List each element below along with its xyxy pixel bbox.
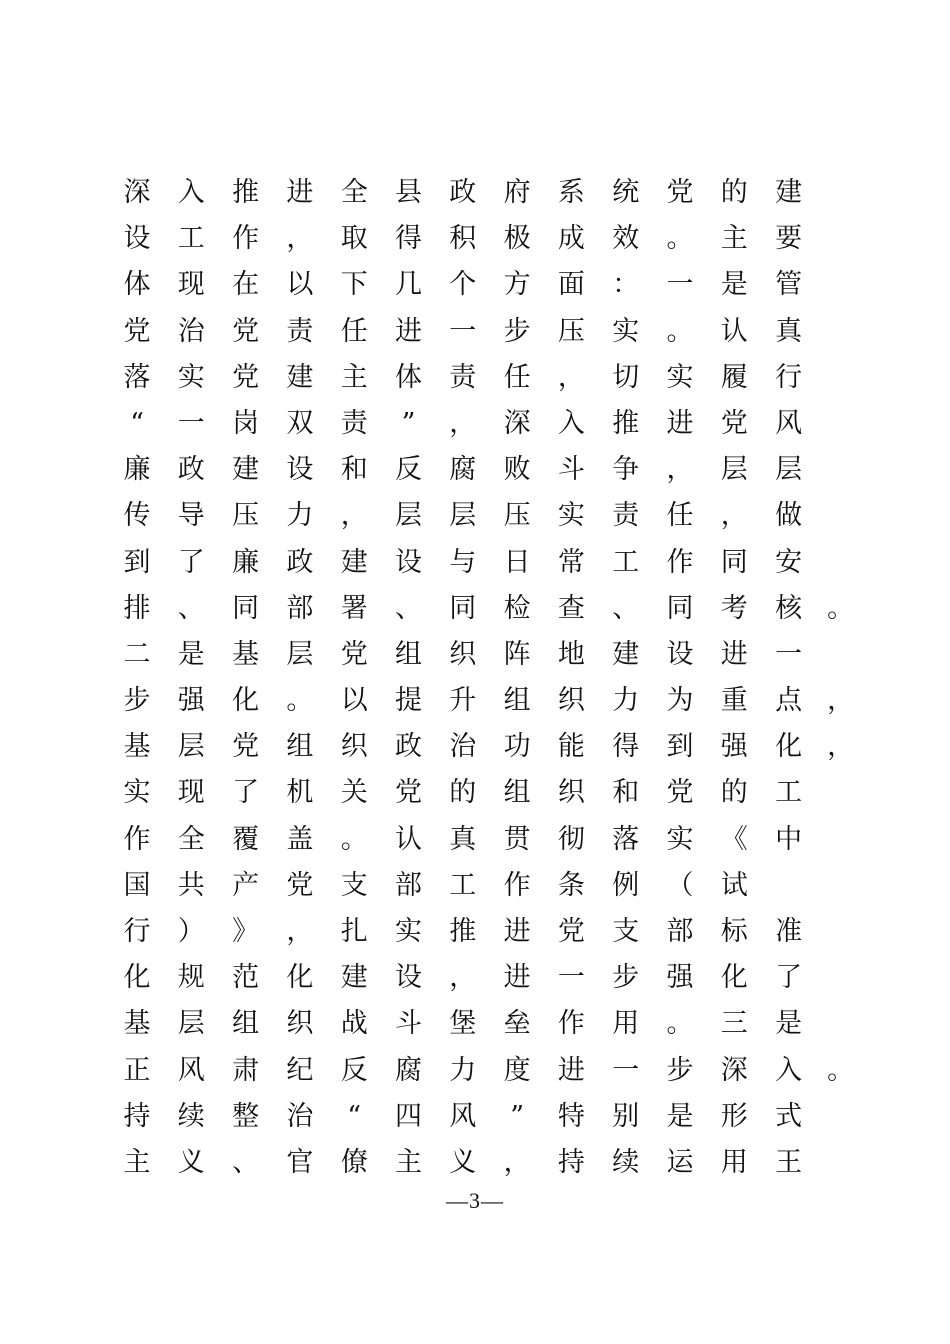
text-line: 实 现 了 机 关 党 的 组 织 和 党 的 工 xyxy=(123,777,803,809)
text-line: 化 规 范 化 建 设 ， 进 一 步 强 化 了 xyxy=(123,962,803,994)
text-line: 国 共 产 党 支 部 工 作 条 例 （ 试 xyxy=(123,869,748,901)
text-line: “ 一 岗 双 责 ” ， 深 入 推 进 党 风 xyxy=(130,407,803,439)
text-line: 二 是 基 层 党 组 织 阵 地 建 设 进 一 xyxy=(123,638,803,670)
text-line: 基 层 党 组 织 政 治 功 能 得 到 强 化 ， xyxy=(123,731,855,763)
text-line: 深 入 推 进 全 县 政 府 系 统 党 的 建 xyxy=(123,177,803,208)
text-line: 主 义 、 官 僚 主 义 ， 持 续 运 用 王 xyxy=(123,1146,803,1178)
text-line: 廉 政 建 设 和 反 腐 败 斗 争 ， 层 层 xyxy=(123,454,803,486)
text-line: 党 治 党 责 任 进 一 步 压 实 。 认 真 xyxy=(123,315,803,347)
text-line: 排 、 同 部 署 、 同 检 查 、 同 考 核 。 xyxy=(123,592,855,624)
page-number: —3— xyxy=(446,1188,504,1213)
text-line: 正 风 肃 纪 反 腐 力 度 进 一 步 深 入 。 xyxy=(123,1054,855,1086)
body-text xyxy=(110,168,870,1184)
text-line: 到 了 廉 政 建 设 与 日 常 工 作 同 安 xyxy=(123,546,803,578)
text-line: 设 工 作 ， 取 得 积 极 成 效 。 主 要 xyxy=(123,223,803,255)
text-line: 落 实 党 建 主 体 责 任 ， 切 实 履 行 xyxy=(123,361,803,393)
text-line: 行 ） 》 ， 扎 实 推 进 党 支 部 标 准 xyxy=(123,916,803,947)
text-line: 体 现 在 以 下 几 个 方 面 ： 一 是 管 xyxy=(123,269,803,301)
text-line: 传 导 压 力 ， 层 层 压 实 责 任 ， 做 xyxy=(123,500,803,532)
text-line: 作 全 覆 盖 。 认 真 贯 彻 落 实 《 中 xyxy=(123,823,803,855)
text-line: 持 续 整 治 “ 四 风 ” 特 别 是 形 式 xyxy=(123,1100,803,1132)
text-line: 步 强 化 。 以 提 升 组 织 力 为 重 点 ， xyxy=(123,685,855,717)
text-line: 基 层 组 织 战 斗 堡 垒 作 用 。 三 是 xyxy=(123,1008,803,1040)
